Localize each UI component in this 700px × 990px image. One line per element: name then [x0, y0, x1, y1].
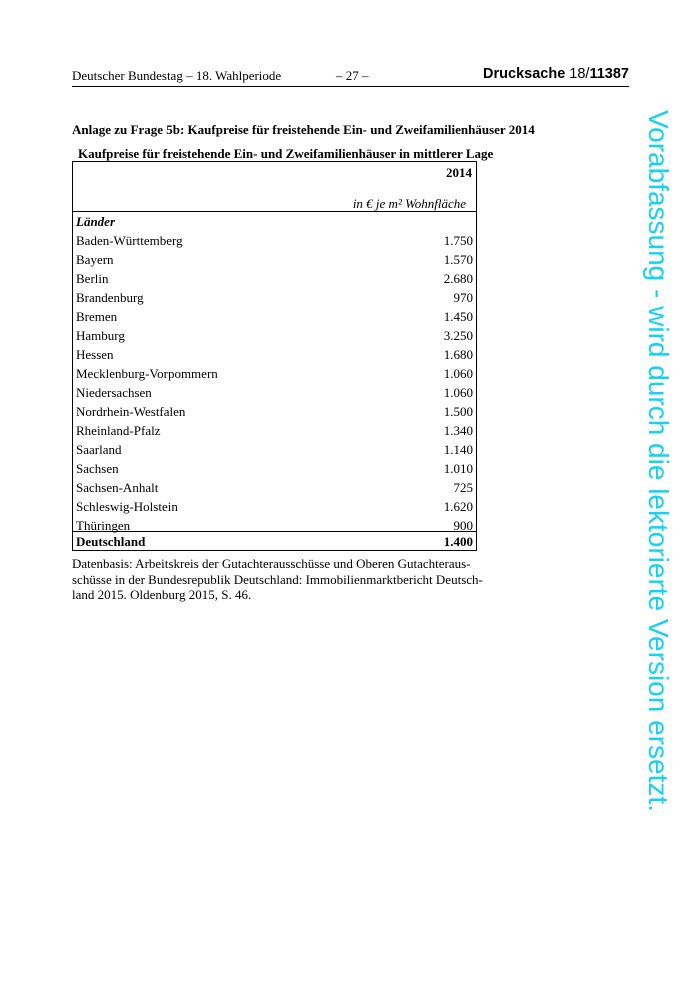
row-price-value: 1.680 [443, 347, 473, 362]
row-price-value: 1.620 [443, 499, 473, 514]
row-state-name: Nordrhein-Westfalen [76, 404, 186, 419]
table-divider-top [73, 211, 476, 212]
source-line: Datenbasis: Arbeitskreis der Gutachterausschüsse und Oberen Gutachteraus- [72, 556, 471, 571]
total-name: Deutschland [76, 534, 146, 549]
table-unit-header: in € je m² Wohnfläche [352, 196, 466, 211]
row-state-name: Berlin [76, 271, 109, 286]
table-row [73, 270, 476, 289]
row-state-name: Baden-Württemberg [76, 233, 183, 248]
row-state-name: Hamburg [76, 328, 125, 343]
row-state-name: Sachsen [76, 461, 119, 476]
header-drucksache-prefix: 18/ [569, 66, 590, 82]
row-price-value: 1.570 [443, 252, 473, 267]
header-page-number: – 27 – [336, 68, 369, 83]
table-title: Kaufpreise für freistehende Ein- und Zweifamilienhäuser in mittlerer Lage [78, 146, 494, 161]
table-row [73, 346, 476, 365]
row-state-name: Bayern [76, 252, 114, 267]
row-state-name: Bremen [76, 309, 118, 324]
table-row [73, 232, 476, 251]
row-state-name: Sachsen-Anhalt [76, 480, 159, 495]
row-state-name: Brandenburg [76, 290, 144, 305]
anlage-title: Anlage zu Frage 5b: Kaufpreise für freistehende Ein- und Zweifamilienhäuser 2014 [72, 122, 535, 137]
row-price-value: 1.500 [443, 404, 473, 419]
row-price-value: 3.250 [443, 328, 473, 343]
table-row [73, 308, 476, 327]
row-price-value: 1.060 [443, 366, 473, 381]
table-row [73, 289, 476, 308]
price-table [72, 161, 477, 551]
table-row [73, 251, 476, 270]
table-rows [73, 232, 476, 536]
draft-watermark: Vorabfassung - wird durch die lektorierte Version ersetzt. [643, 110, 674, 812]
row-state-name: Niedersachsen [76, 385, 152, 400]
row-state-name: Saarland [76, 442, 122, 457]
row-price-value: 1.140 [443, 442, 473, 457]
header-drucksache [483, 66, 629, 82]
row-state-name: Schleswig-Holstein [76, 499, 178, 514]
table-row [73, 460, 476, 479]
row-price-value: 1.450 [443, 309, 473, 324]
table-row [73, 384, 476, 403]
row-state-name: Thüringen [76, 518, 131, 533]
row-price-value: 1.340 [443, 423, 473, 438]
table-total-row [73, 534, 476, 552]
table-row [73, 327, 476, 346]
table-row [73, 422, 476, 441]
table-row [73, 441, 476, 460]
row-price-value: 900 [453, 518, 473, 533]
table-row [73, 365, 476, 384]
source-line: schüsse in der Bundesrepublik Deutschland: Immobilienmarktbericht Deutsch- [72, 571, 483, 587]
table-year-header: 2014 [446, 165, 472, 180]
table-group-label: Länder [76, 214, 115, 229]
table-row [73, 403, 476, 422]
table-row [73, 498, 476, 517]
row-price-value: 1.010 [443, 461, 473, 476]
header-parliament: Deutscher Bundestag – 18. Wahlperiode [72, 68, 282, 83]
row-state-name: Mecklenburg-Vorpommern [76, 366, 218, 381]
source-line: land 2015. Oldenburg 2015, S. 46. [72, 587, 252, 603]
source-note [72, 556, 482, 603]
header-drucksache-number: 11387 [589, 66, 629, 82]
page-header [72, 66, 629, 87]
table-divider-bottom [73, 531, 476, 532]
row-price-value: 725 [453, 480, 473, 495]
row-price-value: 1.060 [443, 385, 473, 400]
header-drucksache-label: Drucksache [483, 66, 566, 82]
row-price-value: 2.680 [443, 271, 473, 286]
row-state-name: Hessen [76, 347, 114, 362]
row-price-value: 970 [453, 290, 473, 305]
row-state-name: Rheinland-Pfalz [76, 423, 161, 438]
row-price-value: 1.750 [443, 233, 473, 248]
table-row [73, 479, 476, 498]
total-value: 1.400 [443, 534, 473, 549]
